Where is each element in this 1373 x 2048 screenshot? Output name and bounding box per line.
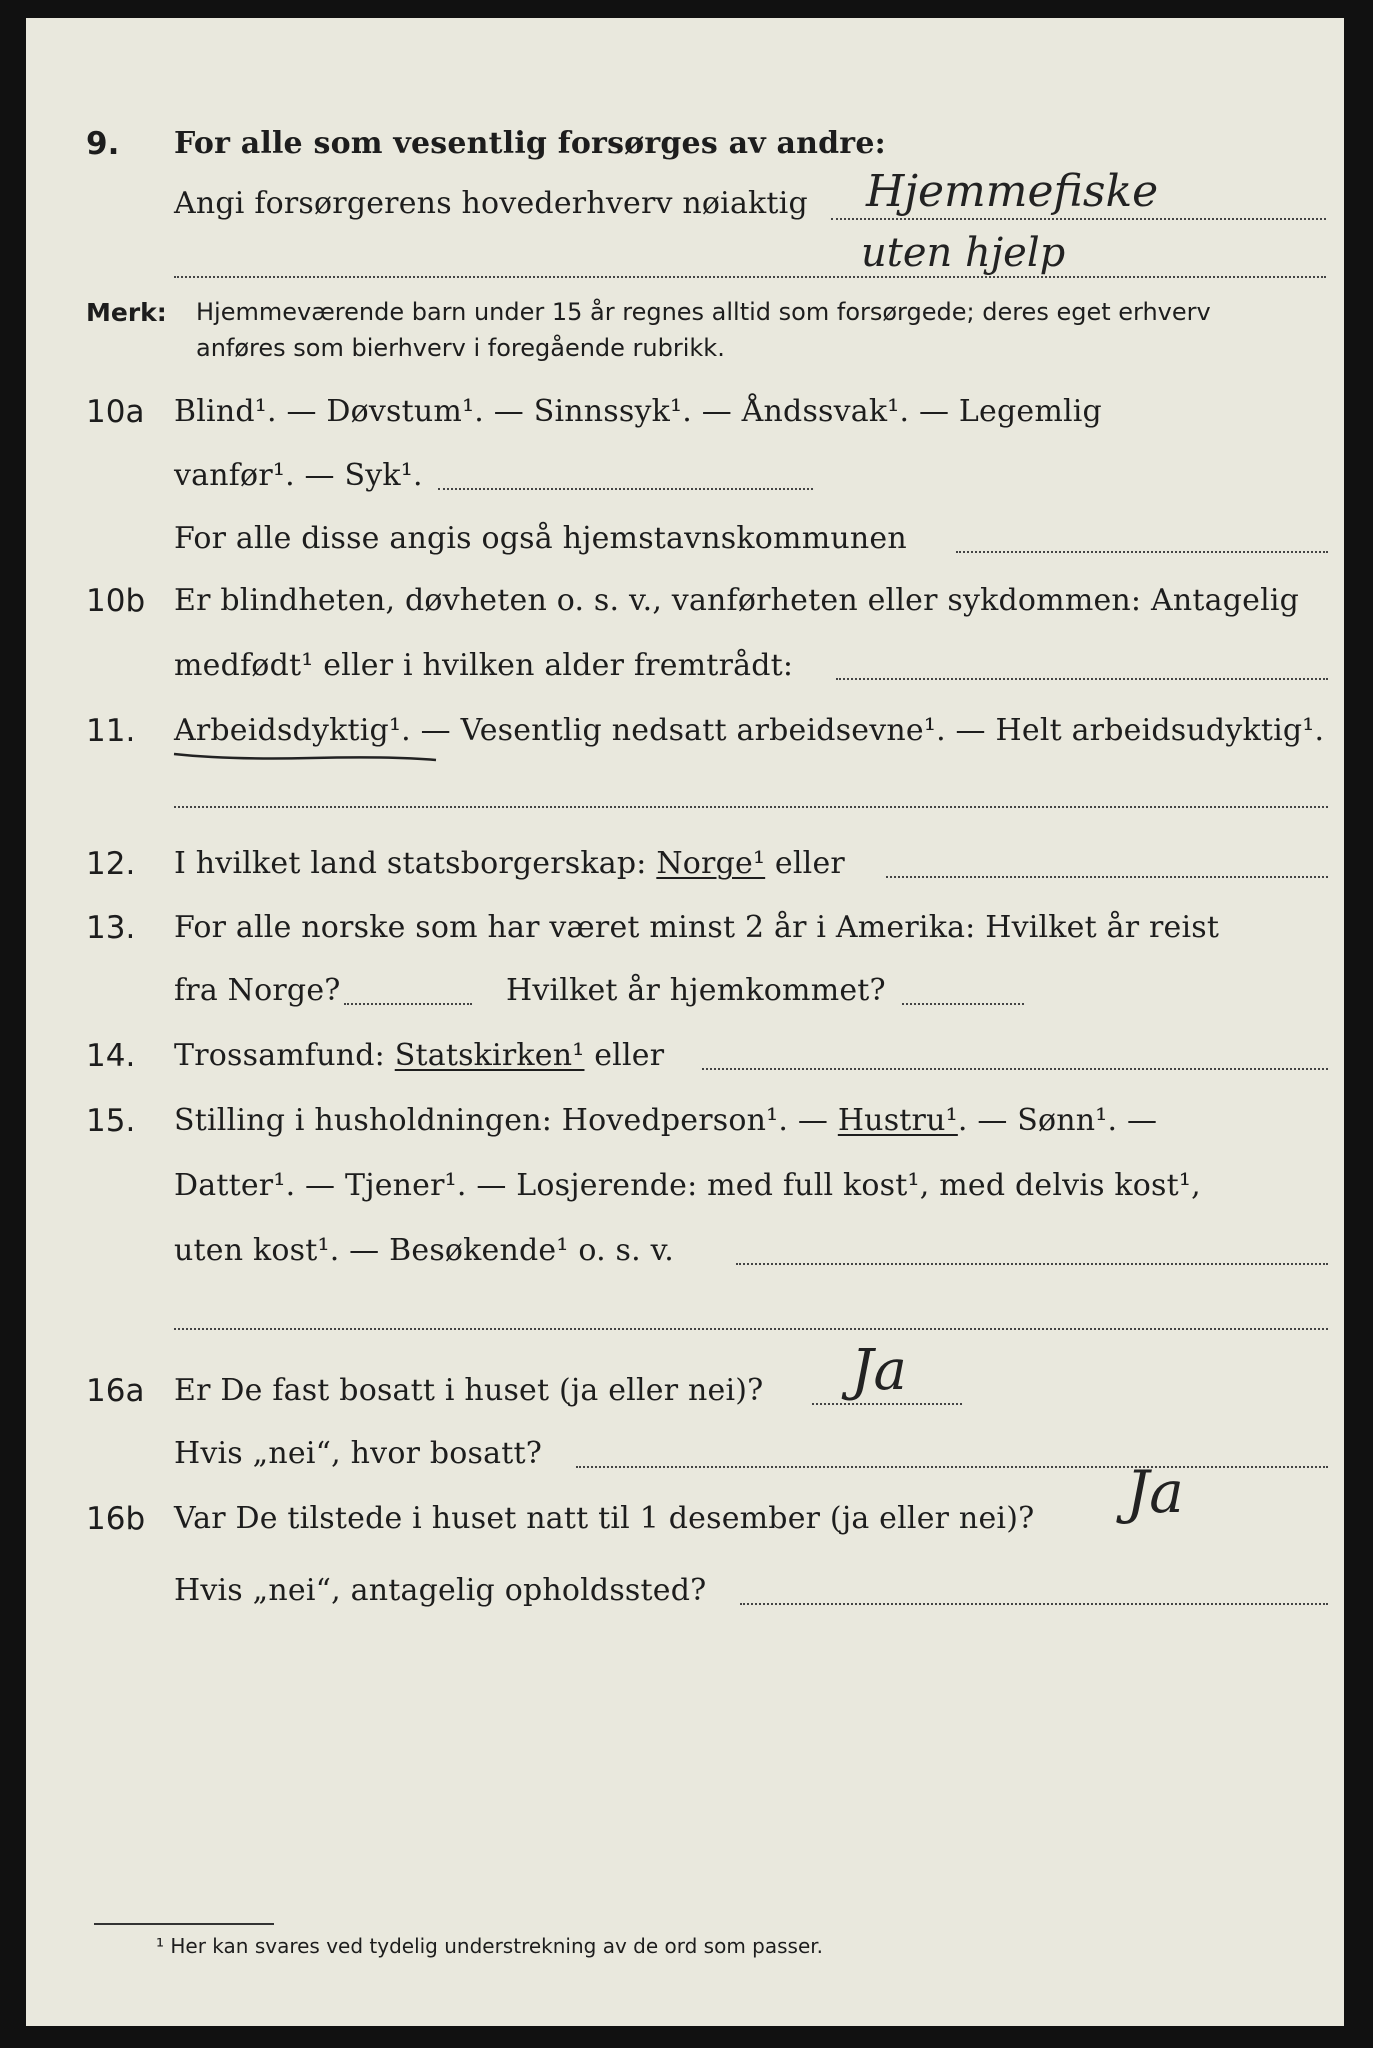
q10a-syk-line[interactable] <box>438 488 813 490</box>
q10a-line-1: Blind¹. — Døvstum¹. — Sinnssyk¹. — Åndssvak¹. — Legemlig <box>174 394 1102 429</box>
q14-eller: eller <box>584 1038 665 1073</box>
q15-line-3: uten kost¹. — Besøkende¹ o. s. v. <box>174 1233 674 1268</box>
q9-heading: For alle som vesentlig forsørges av andre: <box>174 126 886 161</box>
q15-line-1-rest: . — Sønn¹. — <box>957 1103 1158 1138</box>
q16b-handwritten-answer: Ja <box>1126 1458 1184 1526</box>
q11-number: 11. <box>86 713 136 749</box>
q16a-handwritten-answer: Ja <box>851 1338 907 1403</box>
q10b-number: 10b <box>86 583 146 619</box>
q12-answer-line[interactable] <box>886 876 1328 878</box>
q15-line-2: Datter¹. — Tjener¹. — Losjerende: med full kost¹, med delvis kost¹, <box>174 1168 1201 1203</box>
q14-prompt: Trossamfund: <box>174 1038 395 1073</box>
q10b-line-2: medfødt¹ eller i hvilken alder fremtrådt: <box>174 648 794 683</box>
q12-eller: eller <box>765 846 845 881</box>
q12-prompt: I hvilket land statsborgerskap: <box>174 846 657 881</box>
q12-option-norge[interactable]: Norge¹ <box>656 846 766 881</box>
q15-number: 15. <box>86 1103 136 1139</box>
q16a-bosatt-line[interactable] <box>576 1466 1328 1468</box>
q11-line <box>174 713 1324 748</box>
q15-line-1 <box>174 1103 1157 1138</box>
q9-handwritten-answer-2: uten hjelp <box>861 230 1066 276</box>
q10a-number: 10a <box>86 394 145 430</box>
q9-prompt: Angi forsørgerens hovederhverv nøiaktig <box>174 186 808 221</box>
q14-answer-line[interactable] <box>702 1068 1328 1070</box>
q10a-hjemstavn-line[interactable] <box>956 551 1328 553</box>
q16a-answer-line[interactable] <box>812 1403 962 1405</box>
q13-line-1: For alle norske som har været minst 2 år i Amerika: Hvilket år reist <box>174 910 1220 945</box>
q13-line-2a: fra Norge? <box>174 973 341 1008</box>
q15-line-1-prompt: Stilling i husholdningen: Hovedperson¹. — <box>174 1103 838 1138</box>
q15-answer-line-2[interactable] <box>174 1328 1328 1330</box>
q11-extra-line[interactable] <box>174 806 1328 808</box>
q14-option-statskirken[interactable]: Statskirken¹ <box>394 1038 585 1073</box>
q10a-line-3: For alle disse angis også hjemstavnskommunen <box>174 521 907 556</box>
census-form-page <box>26 18 1344 2026</box>
q16b-number: 16b <box>86 1501 146 1537</box>
q13-hjemkommet-line[interactable] <box>902 1003 1024 1005</box>
footnote: ¹ Her kan svares ved tydelig understrekning av de ord som passer. <box>156 1934 824 1958</box>
q15-option-hustru[interactable]: Hustru¹ <box>837 1103 958 1138</box>
merk-text-line-2: anføres som bierhverv i foregående rubrikk. <box>196 334 725 362</box>
q9-answer-line-2[interactable] <box>174 276 1326 278</box>
q16b-line-1: Var De tilstede i huset natt til 1 desember (ja eller nei)? <box>174 1501 1035 1536</box>
q16b-line-2: Hvis „nei“, antagelig opholdssted? <box>174 1573 707 1608</box>
merk-text-line-1: Hjemmeværende barn under 15 år regnes alltid som forsørgede; deres eget erhverv <box>196 298 1211 326</box>
q10a-line-2: vanfør¹. — Syk¹. <box>174 458 423 493</box>
merk-label: Merk: <box>86 298 167 327</box>
footnote-rule <box>94 1923 274 1925</box>
q14-line <box>174 1038 664 1073</box>
q11-handwritten-underline <box>171 746 441 766</box>
q14-number: 14. <box>86 1038 136 1074</box>
q12-number: 12. <box>86 846 136 882</box>
q9-number: 9. <box>86 126 120 162</box>
q10b-line-1: Er blindheten, døvheten o. s. v., vanførheten eller sykdommen: Antagelig <box>174 583 1300 618</box>
q9-answer-line-1[interactable] <box>831 218 1326 220</box>
q13-reist-line[interactable] <box>344 1003 472 1005</box>
q16a-number: 16a <box>86 1373 145 1409</box>
q10b-answer-line[interactable] <box>836 678 1328 680</box>
q11-option-arbeidsdyktig[interactable]: Arbeidsdyktig¹. <box>174 713 411 748</box>
q12-line <box>174 846 845 881</box>
q15-answer-line-1[interactable] <box>736 1263 1328 1265</box>
q16a-line-1: Er De fast bosatt i huset (ja eller nei)? <box>174 1373 764 1408</box>
q13-number: 13. <box>86 910 136 946</box>
q16a-line-2: Hvis „nei“, hvor bosatt? <box>174 1436 543 1471</box>
q16b-answer-line[interactable] <box>740 1603 1328 1605</box>
q9-handwritten-answer-1: Hjemmefiske <box>866 166 1159 217</box>
q11-rest: — Vesentlig nedsatt arbeidsevne¹. — Helt arbeidsudyktig¹. <box>410 713 1325 748</box>
q13-line-2b: Hvilket år hjemkommet? <box>506 973 886 1008</box>
